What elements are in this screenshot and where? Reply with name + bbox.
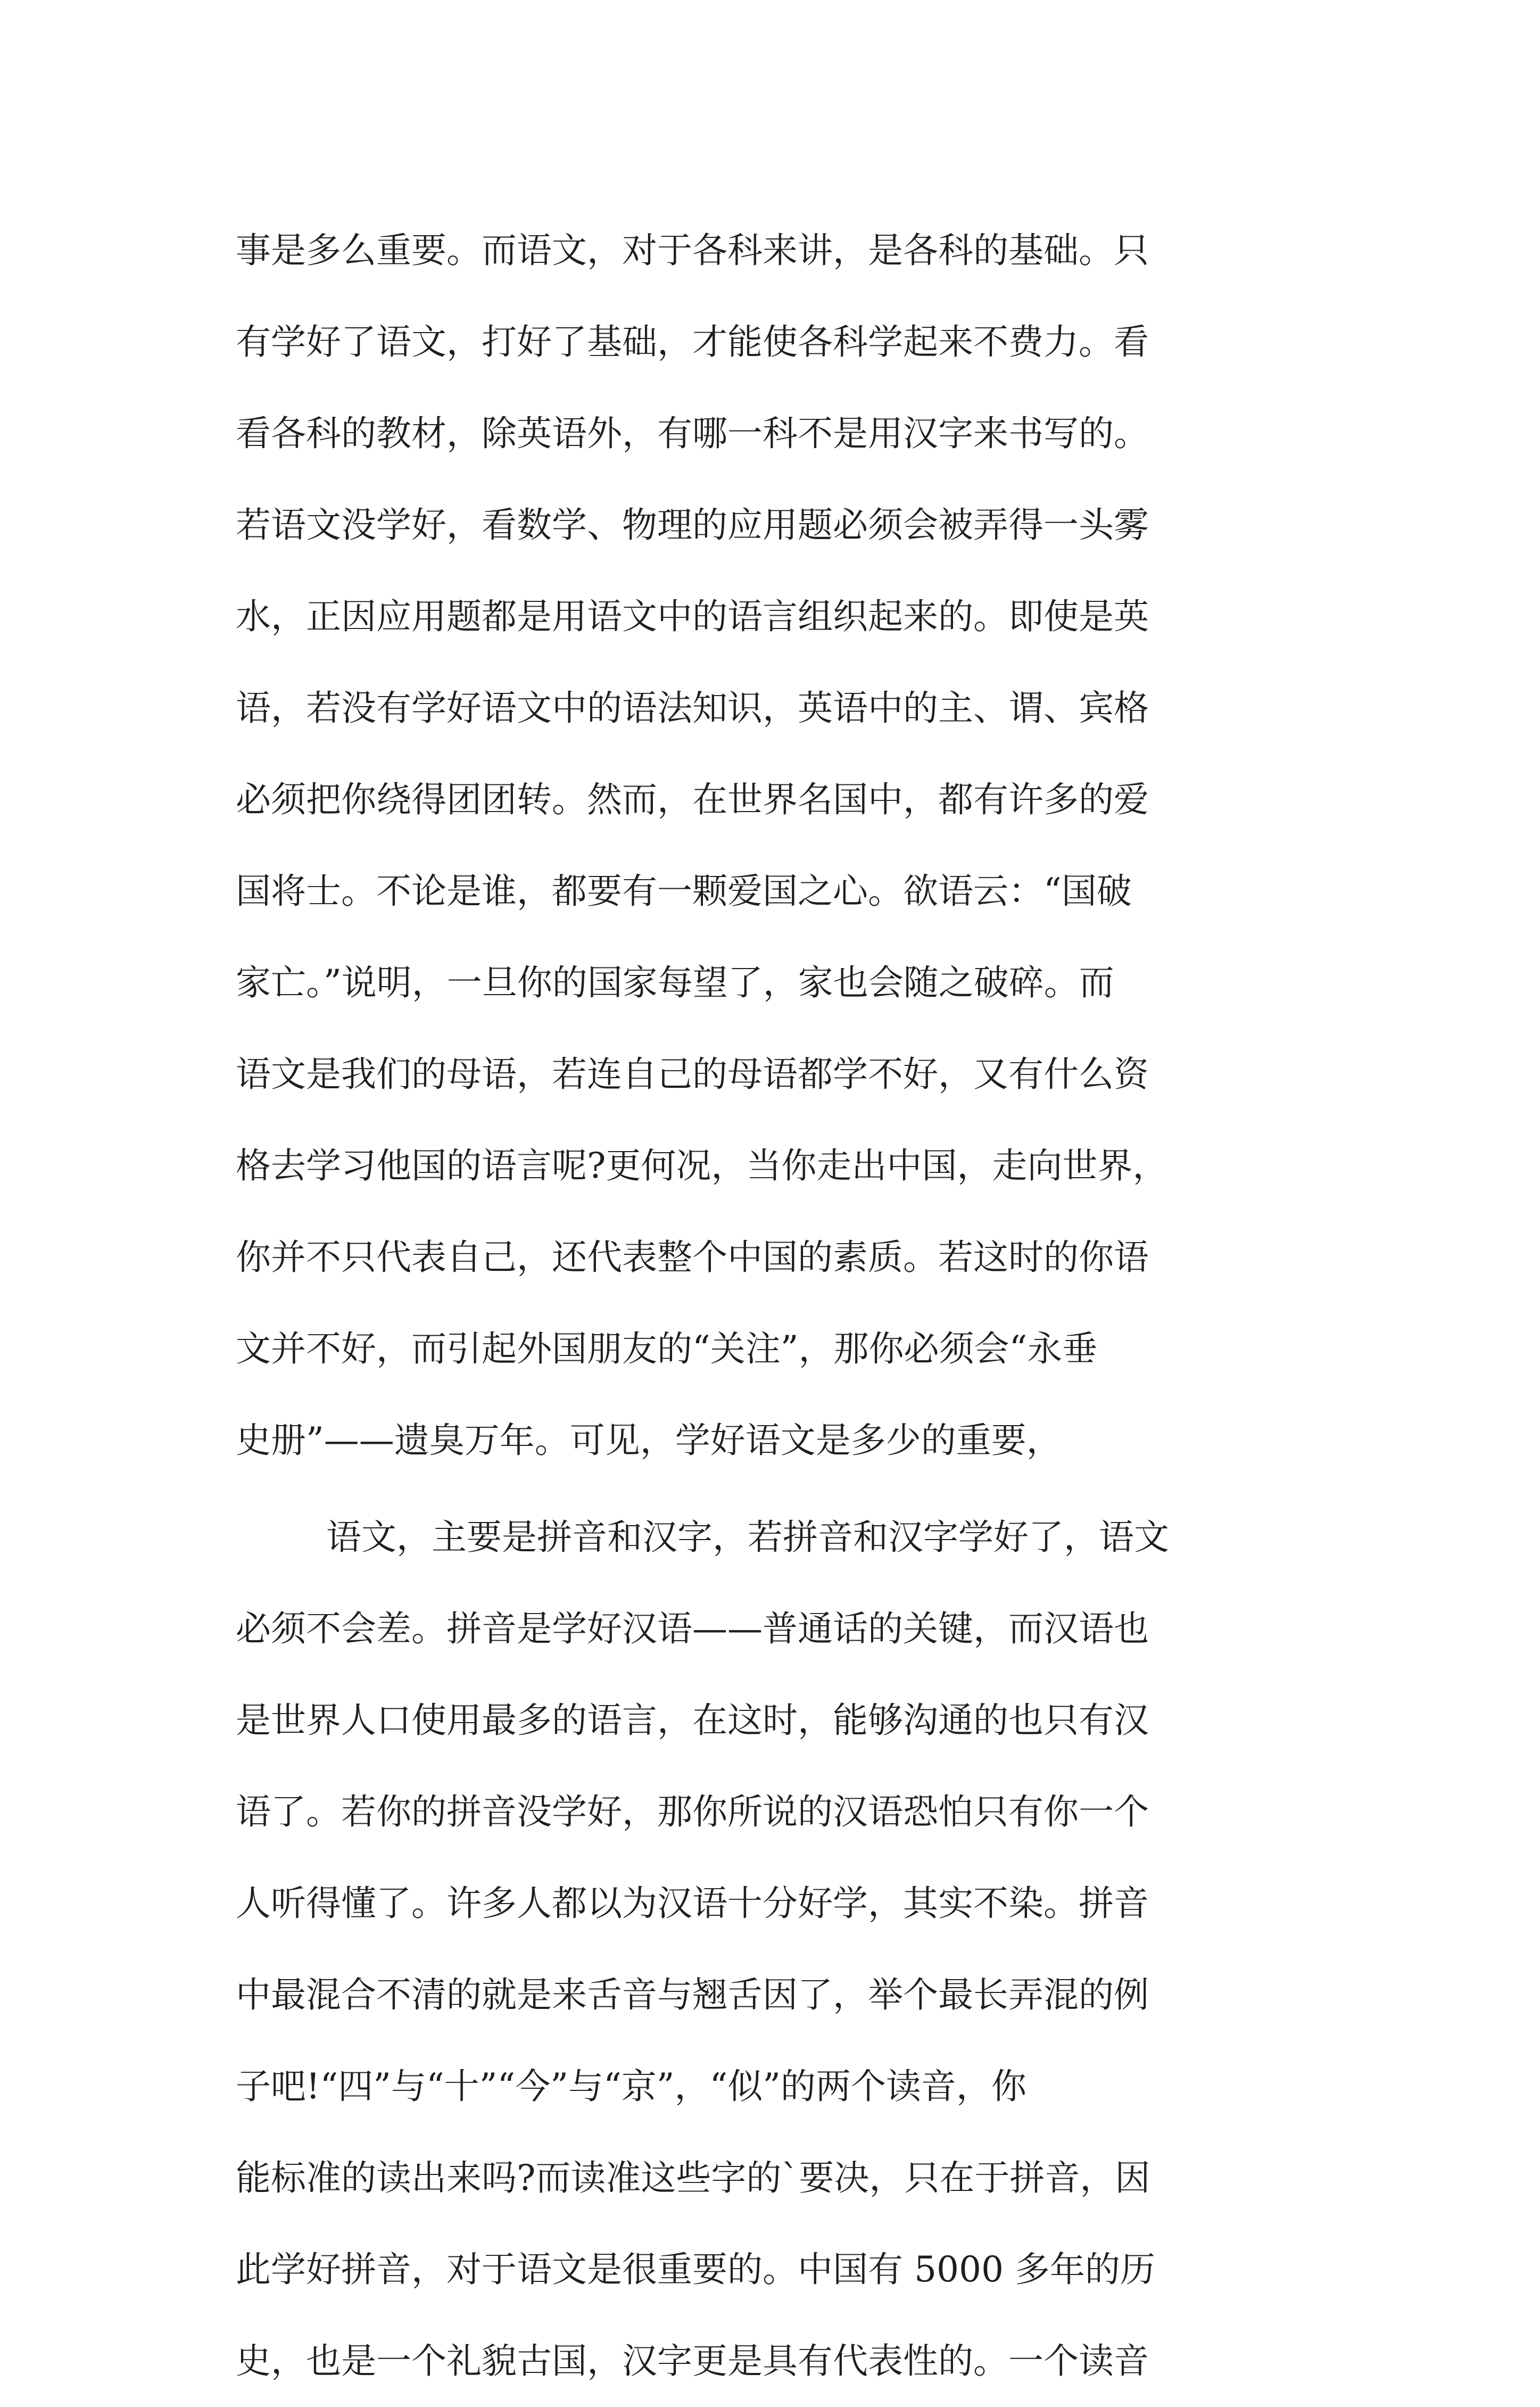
text-line: 是世界人口使用最多的语言，在这时，能够沟通的也只有汉	[236, 1700, 1149, 1741]
text-line: 格去学习他国的语言呢?更何况，当你走出中国，走向世界，	[236, 1145, 1168, 1186]
text-line: 若语文没学好，看数学、物理的应用题必须会被弄得一头雾	[236, 504, 1149, 545]
text-line: 中最混合不清的就是来舌音与翘舌因了，举个最长弄混的例	[236, 1974, 1149, 2015]
text-line: 子吧!“四”与“十”“今”与“京”，“似”的两个读音，你	[236, 2066, 1026, 2107]
text-line: 水，正因应用题都是用语文中的语言组织起来的。即使是英	[236, 596, 1149, 637]
text-line: 看各科的教材，除英语外，有哪一科不是用汉字来书写的。	[236, 413, 1149, 454]
text-line: 必须不会差。拼音是学好汉语——普通话的关键，而汉语也	[236, 1608, 1149, 1649]
text-line: 文并不好，而引起外国朋友的“关注”，那你必须会“永垂	[236, 1328, 1098, 1369]
text-line: 语文是我们的母语，若连自己的母语都学不好，又有什么资	[236, 1054, 1149, 1095]
text-line: 能标准的读出来吗?而读准这些字的`要决，只在于拼音，因	[236, 2157, 1150, 2198]
text-line: 有学好了语文，打好了基础，才能使各科学起来不费力。看	[236, 321, 1149, 362]
text-line: 语了。若你的拼音没学好，那你所说的汉语恐怕只有你一个	[236, 1791, 1149, 1832]
text-line: 语，若没有学好语文中的语法知识，英语中的主、谓、宾格	[236, 688, 1149, 729]
text-line: 语文，主要是拼音和汉字，若拼音和汉字学好了，语文	[326, 1517, 1169, 1558]
paragraph-gap	[236, 1486, 1321, 1492]
text-line: 事是多么重要。而语文，对于各科来讲，是各科的基础。只	[236, 230, 1149, 271]
text-line: 人听得懂了。许多人都以为汉语十分好学，其实不染。拼音	[236, 1883, 1149, 1924]
paragraph-1	[236, 205, 1321, 1486]
text-line: 国将士。不论是谁，都要有一颗爱国之心。欲语云：“国破	[236, 871, 1132, 912]
text-line: 此学好拼音，对于语文是很重要的。中国有 5000 多年的历	[236, 2249, 1155, 2290]
body-text	[236, 205, 1321, 2407]
text-line: 史册”——遗臭万年。可见，学好语文是多少的重要，	[236, 1420, 1062, 1461]
text-line: 家亡。”说明，一旦你的国家每望了，家也会随之破碎。而	[236, 962, 1114, 1003]
text-line: 史，也是一个礼貌古国，汉字更是具有代表性的。一个读音	[236, 2340, 1149, 2381]
text-line: 你并不只代表自己，还代表整个中国的素质。若这时的你语	[236, 1237, 1149, 1278]
text-line: 必须把你绕得团团转。然而，在世界名国中，都有许多的爱	[236, 779, 1149, 820]
paragraph-2	[236, 1492, 1321, 2407]
